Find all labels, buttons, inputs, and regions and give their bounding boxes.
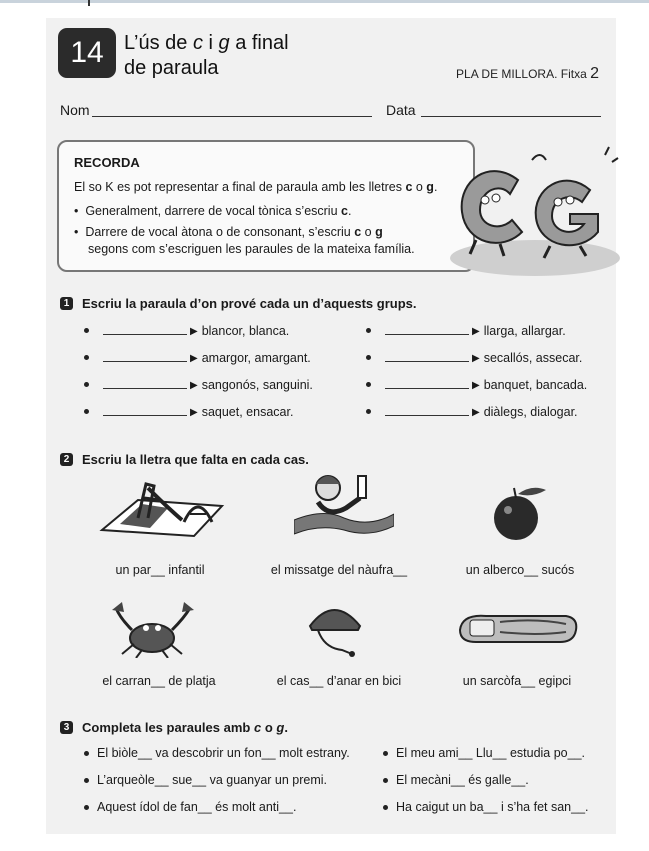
recorda-bullet-2: • Darrere de vocal àtona o de consonant, s’escriu c o g bbox=[74, 225, 383, 239]
exercise-3-item: Ha caigut un ba__ i s’ha fet san__. bbox=[383, 800, 589, 814]
unit-number-badge: 14 bbox=[58, 28, 116, 78]
pla-de-millora-label: PLA DE MILLORA. Fitxa 2 bbox=[456, 65, 599, 82]
answer-blank[interactable] bbox=[385, 334, 469, 335]
exercise-1-item: ▶ saquet, ensacar. bbox=[84, 405, 293, 419]
exercise-3-item: L’arqueòle__ sue__ va guanyar un premi. bbox=[84, 773, 327, 787]
caption-helmet: el cas__ d’anar en bici bbox=[276, 674, 402, 688]
exercise-1-item: ▶ banquet, bancada. bbox=[366, 378, 587, 392]
nom-label: Nom bbox=[60, 102, 90, 118]
caption-castaway: el missatge del nàufra__ bbox=[270, 563, 408, 577]
caption-crab: el carran__ de platja bbox=[102, 674, 216, 688]
nom-field[interactable] bbox=[92, 116, 372, 117]
exercise-3-item: El biòle__ va descobrir un fon__ molt estrany. bbox=[84, 746, 350, 760]
exercise-1-item: ▶ secallós, assecar. bbox=[366, 351, 582, 365]
apricot-illustration bbox=[488, 484, 546, 542]
castaway-illustration bbox=[294, 468, 394, 538]
exercise-1-item: ▶ sangonós, sanguini. bbox=[84, 378, 313, 392]
exercise-1-item: ▶ llarga, allargar. bbox=[366, 324, 566, 338]
exercise-1-item: ▶ amargor, amargant. bbox=[84, 351, 311, 365]
data-field[interactable] bbox=[421, 116, 601, 117]
caption-park: un par__ infantil bbox=[115, 563, 205, 577]
exercise-3-item: El meu ami__ Llu__ estudia po__. bbox=[383, 746, 585, 760]
answer-blank[interactable] bbox=[103, 388, 187, 389]
exercise-3-heading: 3 Completa les paraules amb c o g . bbox=[60, 720, 288, 735]
helmet-illustration bbox=[304, 598, 366, 660]
answer-blank[interactable] bbox=[385, 388, 469, 389]
exercise-1-heading: 1 Escriu la paraula d’on prové cada un d’aquests grups. bbox=[60, 296, 416, 311]
exercise-1-item: ▶ diàlegs, dialogar. bbox=[366, 405, 578, 419]
recorda-box bbox=[57, 140, 475, 272]
worksheet-title: L’ús de c i g a final de paraula bbox=[124, 32, 289, 79]
top-mark bbox=[88, 0, 90, 6]
recorda-intro: El so K es pot representar a final de paraula amb les lletres c o g. bbox=[74, 180, 438, 194]
exercise-2-heading: 2 Escriu la lletra que falta en cada cas. bbox=[60, 452, 309, 467]
caption-apricot: un alberco__ sucós bbox=[465, 563, 575, 577]
answer-blank[interactable] bbox=[103, 334, 187, 335]
sarcophagus-illustration bbox=[456, 608, 580, 650]
exercise-3-item: Aquest ídol de fan__ és molt anti__. bbox=[84, 800, 296, 814]
crab-illustration bbox=[112, 600, 194, 658]
recorda-title: RECORDA bbox=[74, 155, 140, 170]
answer-blank[interactable] bbox=[103, 415, 187, 416]
data-label: Data bbox=[386, 102, 416, 118]
top-border bbox=[0, 0, 649, 3]
answer-blank[interactable] bbox=[385, 415, 469, 416]
exercise-1-item: ▶ blancor, blanca. bbox=[84, 324, 289, 338]
caption-sarcophagus: un sarcòfa__ egipci bbox=[462, 674, 572, 688]
answer-blank[interactable] bbox=[385, 361, 469, 362]
exercise-3-item: El mecàni__ és galle__. bbox=[383, 773, 529, 787]
answer-blank[interactable] bbox=[103, 361, 187, 362]
playground-illustration bbox=[98, 478, 226, 540]
cg-letters-illustration bbox=[440, 140, 620, 280]
recorda-bullet-2-cont: segons com s’escriguen les paraules de la mateixa família. bbox=[88, 242, 415, 256]
recorda-bullet-1: • Generalment, darrere de vocal tònica s’escriu c. bbox=[74, 204, 352, 218]
